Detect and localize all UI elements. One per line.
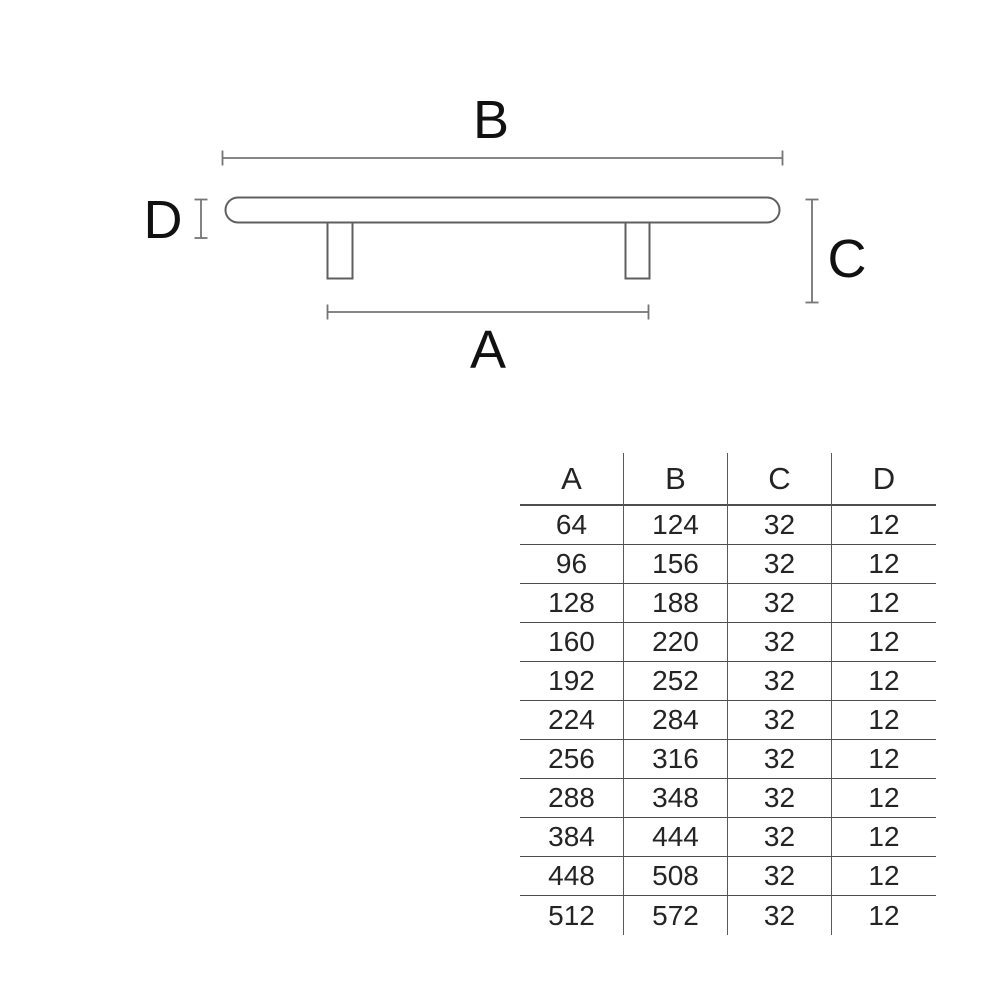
table-cell: 32 [728,896,832,935]
table-row [520,857,936,896]
table-row [520,662,936,701]
table-cell: 124 [624,506,728,545]
handle-bar-shape [226,198,780,223]
table-row [520,545,936,584]
table-cell: 572 [624,896,728,935]
column-header-a: A [520,453,624,506]
table-cell: 32 [728,740,832,779]
table-cell: 32 [728,779,832,818]
column-header-c: C [728,453,832,506]
table-row [520,506,936,545]
table-cell: 156 [624,545,728,584]
table-cell: 12 [832,857,936,896]
table-header-row [520,453,936,506]
table-cell: 12 [832,545,936,584]
table-cell: 96 [520,545,624,584]
table-row [520,623,936,662]
dimension-line-b [223,151,783,166]
dimension-line-a [328,305,649,320]
table-cell: 12 [832,779,936,818]
table-body [520,506,936,935]
table-row [520,818,936,857]
table-cell: 32 [728,584,832,623]
table-cell: 12 [832,584,936,623]
table-row [520,779,936,818]
table-cell: 444 [624,818,728,857]
table-cell: 252 [624,662,728,701]
table-row [520,740,936,779]
handle-post-right [626,223,650,279]
table-cell: 12 [832,818,936,857]
table-cell: 508 [624,857,728,896]
dimension-line-d [195,200,208,239]
table-cell: 32 [728,818,832,857]
table-cell: 32 [728,506,832,545]
label-c: C [827,229,867,289]
table-cell: 220 [624,623,728,662]
handle-post-left [328,223,353,279]
table-row [520,896,936,935]
table-cell: 12 [832,701,936,740]
table-cell: 316 [624,740,728,779]
label-d: D [143,190,183,250]
table-cell: 32 [728,662,832,701]
column-header-d: D [832,453,936,506]
table-cell: 64 [520,506,624,545]
table-row [520,701,936,740]
dimension-line-c [806,200,819,303]
table-cell: 12 [832,662,936,701]
table-cell: 128 [520,584,624,623]
table-cell: 32 [728,701,832,740]
table-cell: 160 [520,623,624,662]
table-cell: 12 [868,899,900,931]
table-cell: 32 [728,545,832,584]
table-row [520,584,936,623]
table-cell: 224 [520,701,624,740]
dimension-table [520,453,936,935]
table-cell: 12 [832,740,936,779]
table-cell: 512 [520,896,624,935]
table-cell: 12 [832,506,936,545]
table-cell: 188 [624,584,728,623]
label-b: B [472,90,510,150]
handle-dimension-drawing [0,0,1000,440]
column-header-b: B [624,453,728,506]
table-cell: 256 [520,740,624,779]
table-cell: 348 [624,779,728,818]
table-cell: 284 [624,701,728,740]
table-cell: 288 [520,779,624,818]
table-cell: 32 [728,623,832,662]
table-cell: 12 [832,623,936,662]
table-cell: 448 [520,857,624,896]
table-cell: 384 [520,818,624,857]
table-cell: 192 [520,662,624,701]
label-a: A [469,320,507,380]
table-cell: 32 [728,857,832,896]
